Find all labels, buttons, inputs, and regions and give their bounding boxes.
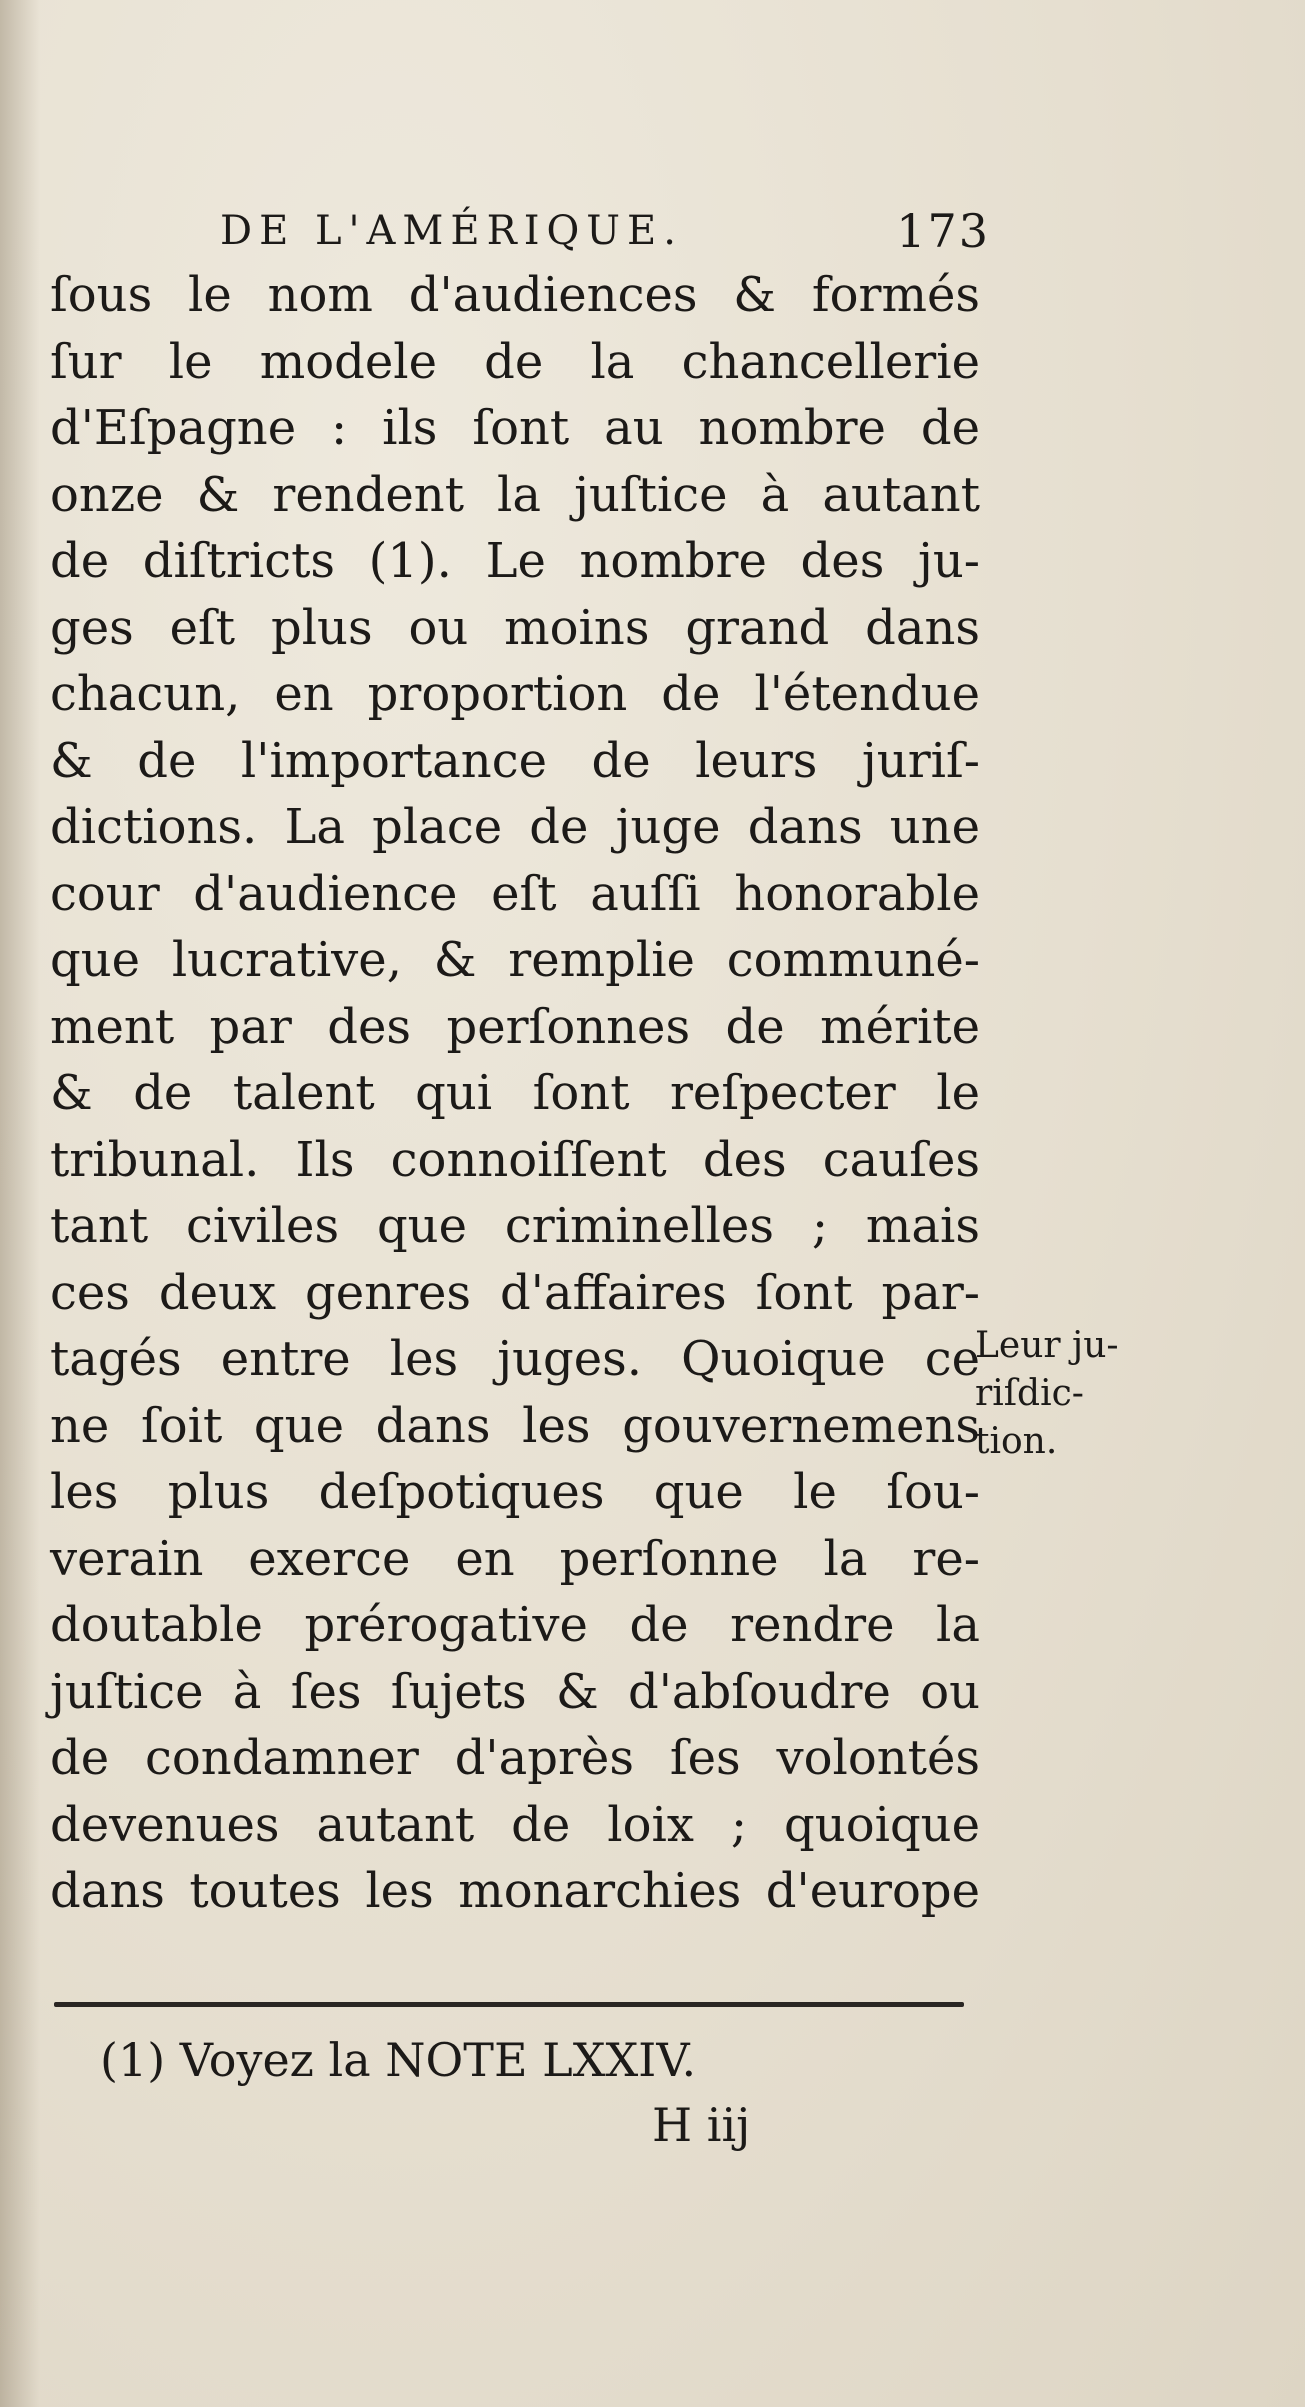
text-line: cour d'audience eſt auſſi honorable	[50, 865, 980, 922]
text-line: juſtice à ſes ſujets & d'abſoudre ou	[50, 1663, 980, 1720]
text-line: tribunal. Ils connoiſſent des cauſes	[50, 1131, 980, 1188]
text-line: de condamner d'après ſes volontés	[50, 1730, 980, 1786]
text-line: tagés entre les juges. Quoique ce	[50, 1331, 980, 1387]
text-line: ſous le nom d'audiences & formés	[50, 267, 980, 323]
text-line: que lucrative, & remplie communé-	[50, 932, 980, 988]
text-line: chacun, en proportion de l'étendue	[50, 666, 980, 722]
marginal-note	[975, 1322, 1125, 1466]
body-text	[50, 262, 980, 1925]
text-line: ges eſt plus ou moins grand dans	[50, 599, 980, 656]
text-line: de diſtricts (1). Le nombre des ju-	[50, 533, 980, 589]
text-line: ces deux genres d'affaires ſont par-	[50, 1264, 980, 1321]
text-line: doutable prérogative de rendre la	[50, 1597, 980, 1653]
marginal-note-line: Leur ju-	[975, 1325, 1119, 1366]
text-line: onze & rendent la juſtice à autant	[50, 466, 980, 523]
text-line: & de talent qui ſont reſpecter le	[50, 1065, 980, 1121]
footnote-rule	[54, 2002, 964, 2007]
signature-mark: H iij	[652, 2098, 751, 2152]
footnote: (1) Voyez la NOTE LXXIV.	[100, 2033, 697, 2087]
page-number: 173	[896, 204, 990, 258]
text-line: tant civiles que criminelles ; mais	[50, 1198, 980, 1254]
text-line: ment par des perſonnes de mérite	[50, 998, 980, 1055]
running-head-title: DE L'AMÉRIQUE.	[220, 208, 683, 254]
text-line: dans toutes les monarchies d'europe	[50, 1863, 980, 1919]
text-line: ne ſoit que dans les gouvernemens	[50, 1397, 980, 1454]
text-line: les plus deſpotiques que le ſou-	[50, 1464, 980, 1520]
running-head	[220, 204, 990, 268]
text-line: verain exerce en perſonne la re-	[50, 1530, 980, 1587]
marginal-note-line: riſdic-	[975, 1373, 1084, 1414]
text-line: & de l'importance de leurs juriſ-	[50, 732, 980, 789]
marginal-note-line: tion.	[975, 1421, 1058, 1462]
text-line: devenues autant de loix ; quoique	[50, 1796, 980, 1853]
text-line: d'Eſpagne : ils ſont au nombre de	[50, 400, 980, 456]
text-line: ſur le modele de la chancellerie	[50, 333, 980, 390]
text-line: dictions. La place de juge dans une	[50, 799, 980, 855]
